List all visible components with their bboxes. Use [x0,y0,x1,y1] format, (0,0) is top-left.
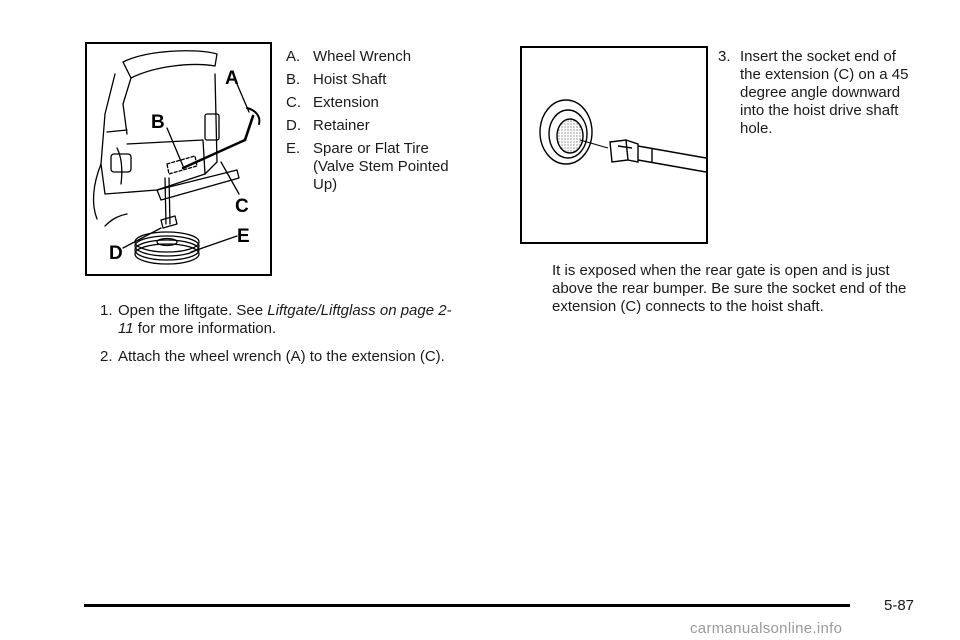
step-text-part: for more information. [133,320,277,337]
figure-legend [286,48,486,199]
legend-text: Extension [313,94,379,111]
step-text [100,302,460,338]
liftgate-hoist-illustration [85,42,272,276]
step-text: Insert the socket end of the extension (C) on a 45 degree angle downward into the hoist drive shaft hole. [740,48,909,137]
legend-key: A. [286,48,301,65]
step-1 [100,302,460,338]
legend-item [286,117,486,135]
legend-key: B. [286,71,301,88]
body-paragraph: It is exposed when the rear gate is open and is just above the rear bumper. Be sure the socket end of the extension (C) connects to the hoist shaft. [552,262,907,315]
legend-item [286,94,486,112]
legend-key: D. [286,117,301,134]
watermark: carmanualsonline.info [690,620,843,637]
step-number: 3. [718,48,731,65]
step-2 [100,348,480,366]
figure-label-b: B [151,112,165,133]
legend-item [286,71,486,89]
step-3 [718,48,918,138]
liftgate-hoist-drawing [87,44,270,274]
figure-label-a: A [225,68,239,89]
liftgate-reference-link[interactable]: Liftgate/Liftglass on page 2-11 [118,302,452,337]
hoist-shaft-socket-illustration [520,46,708,244]
figure-label-c: C [235,196,249,217]
legend-key: C. [286,94,301,111]
step-number: 1. [100,302,113,319]
figure-label-e: E [237,226,250,247]
step-text-part: Open the liftgate. See [118,302,268,319]
legend-text: Wheel Wrench [313,48,412,65]
hoist-shaft-socket-drawing [522,48,706,242]
footer-rule [84,604,850,607]
page-number: 5-87 [884,597,915,614]
step-number: 2. [100,348,113,365]
step-text: Attach the wheel wrench (A) to the extension (C). [118,348,445,365]
legend-text: Spare or Flat Tire (Valve Stem Pointed Up) [313,140,449,193]
figure-label-d: D [109,243,123,264]
legend-item [286,140,463,194]
legend-text: Retainer [313,117,370,134]
legend-text: Hoist Shaft [313,71,387,88]
legend-item [286,48,486,66]
legend-key: E. [286,140,301,157]
